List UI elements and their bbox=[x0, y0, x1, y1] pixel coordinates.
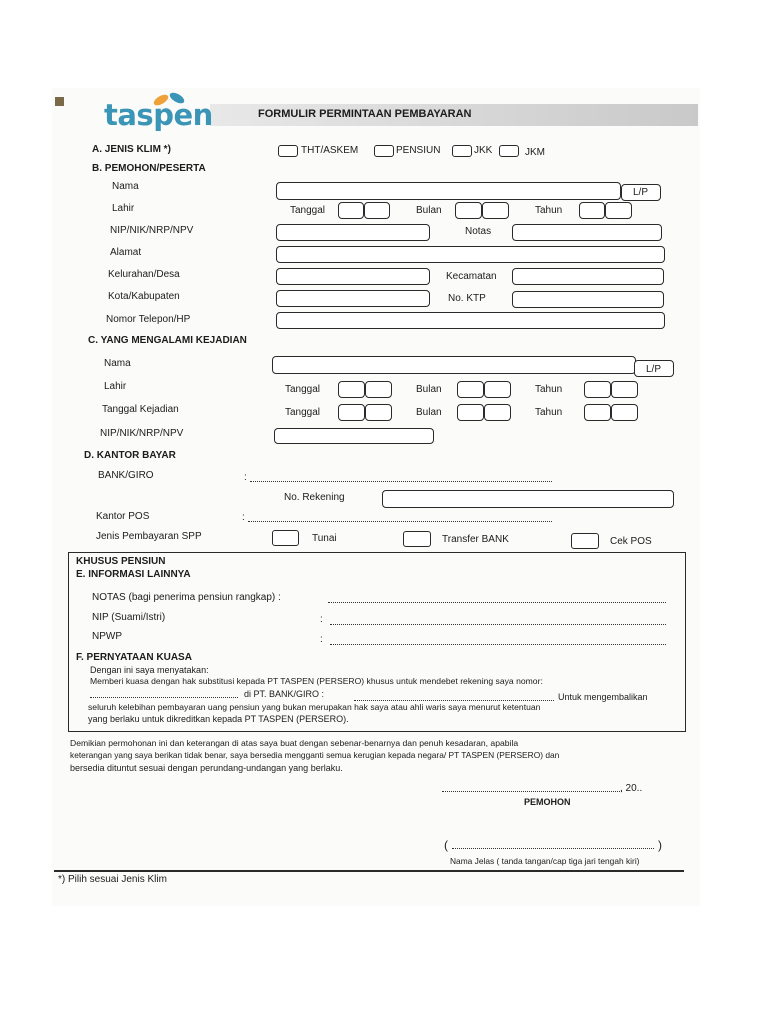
section-a-label: A. JENIS KLIM *) bbox=[92, 144, 171, 155]
label-telepon: Nomor Telepon/HP bbox=[106, 314, 191, 325]
f-line2b: Untuk mengembalikan bbox=[558, 692, 648, 702]
label-tahun-c: Tahun bbox=[535, 384, 563, 395]
pos-colon: : bbox=[242, 512, 245, 523]
ktp-field[interactable] bbox=[512, 291, 664, 308]
option-pensiun: PENSIUN bbox=[396, 145, 441, 156]
f-rekening-line[interactable] bbox=[90, 697, 238, 698]
label-notas: Notas bbox=[465, 226, 492, 237]
label-kota: Kota/Kabupaten bbox=[108, 291, 180, 302]
label-tanggal: Tanggal bbox=[290, 205, 326, 216]
tanggal-lahir-c-2[interactable] bbox=[365, 381, 392, 398]
f-line4: yang berlaku untuk dikreditkan kepada PT TASPEN (PERSERO). bbox=[88, 714, 349, 724]
label-bulan: Bulan bbox=[416, 205, 442, 216]
bulan-kejadian-2[interactable] bbox=[484, 404, 511, 421]
lp-label: L/P bbox=[633, 187, 649, 198]
kantor-pos-line[interactable] bbox=[248, 521, 552, 522]
label-bank: BANK/GIRO bbox=[98, 470, 154, 481]
notas-field[interactable] bbox=[512, 224, 662, 241]
tanggal-kejadian-1[interactable] bbox=[338, 404, 365, 421]
option-transfer-bank: Transfer BANK bbox=[442, 534, 509, 545]
open-paren: ( bbox=[444, 838, 448, 852]
checkbox-pensiun[interactable] bbox=[374, 145, 394, 157]
label-nama: Nama bbox=[112, 181, 139, 192]
tahun-lahir-1[interactable] bbox=[579, 202, 605, 219]
label-nip-c: NIP/NIK/NRP/NPV bbox=[100, 428, 184, 439]
kecamatan-field[interactable] bbox=[512, 268, 664, 285]
label-kelurahan: Kelurahan/Desa bbox=[108, 269, 180, 280]
checkbox-jkm[interactable] bbox=[499, 145, 519, 157]
label-kecamatan: Kecamatan bbox=[446, 271, 497, 282]
nip-c-field[interactable] bbox=[274, 428, 434, 444]
corner-mark bbox=[55, 97, 64, 106]
declaration-line3: bersedia dituntut sesuai dengan perundang-undangan yang berlaku. bbox=[70, 763, 343, 773]
tanggal-lahir-day-1[interactable] bbox=[338, 202, 364, 219]
label-nip-suami: NIP (Suami/Istri) bbox=[92, 612, 166, 623]
tanggal-kejadian-2[interactable] bbox=[365, 404, 392, 421]
section-c-label: C. YANG MENGALAMI KEJADIAN bbox=[88, 335, 247, 346]
declaration-line1: Demikian permohonan ini dan keterangan di atas saya buat dengan sebenar-benarnya dan penuh kesadaran, apabila bbox=[70, 738, 519, 748]
checkbox-tunai[interactable] bbox=[272, 530, 299, 546]
label-tanggal-kejadian: Tanggal Kejadian bbox=[102, 404, 179, 415]
tahun-lahir-2[interactable] bbox=[605, 202, 632, 219]
nip-field[interactable] bbox=[276, 224, 430, 241]
option-tht-askem: THT/ASKEM bbox=[301, 145, 359, 156]
option-tunai: Tunai bbox=[312, 533, 337, 544]
f-line1: Memberi kuasa dengan hak substitusi kepada PT TASPEN (PERSERO) khusus untuk mendebet rekening saya nomor: bbox=[90, 676, 543, 686]
section-f-label: F. PERNYATAAN KUASA bbox=[76, 652, 192, 663]
checkbox-transfer-bank[interactable] bbox=[403, 531, 431, 547]
f-line3: seluruh kelebihan pembayaran uang pensiun yang bukan merupakan hak saya atau ahli waris saya menurut ketentuan bbox=[88, 702, 541, 712]
date-suffix: , 20.. bbox=[620, 783, 643, 794]
date-line[interactable] bbox=[442, 791, 622, 792]
option-cek-pos: Cek POS bbox=[610, 536, 652, 547]
label-rekening: No. Rekening bbox=[284, 492, 345, 503]
label-tahun: Tahun bbox=[535, 205, 563, 216]
tahun-kejadian-2[interactable] bbox=[611, 404, 638, 421]
option-jkk: JKK bbox=[474, 145, 493, 156]
signature-note: Nama Jelas ( tanda tangan/cap tiga jari tengah kiri) bbox=[450, 856, 640, 866]
label-notas-rangkap: NOTAS (bagi penerima pensiun rangkap) : bbox=[92, 592, 281, 603]
checkbox-cek-pos[interactable] bbox=[571, 533, 599, 549]
label-tanggal-c: Tanggal bbox=[285, 384, 321, 395]
f-bank-line[interactable] bbox=[354, 700, 554, 701]
kota-field[interactable] bbox=[276, 290, 430, 307]
telepon-field[interactable] bbox=[276, 312, 665, 329]
kelurahan-field[interactable] bbox=[276, 268, 430, 285]
nip-suami-colon: : bbox=[320, 614, 323, 625]
label-bulan-c: Bulan bbox=[416, 384, 442, 395]
label-kantor-pos: Kantor POS bbox=[96, 511, 150, 522]
bulan-lahir-1[interactable] bbox=[455, 202, 482, 219]
npwp-line[interactable] bbox=[330, 644, 666, 645]
bulan-kejadian-1[interactable] bbox=[457, 404, 484, 421]
taspen-logo bbox=[104, 90, 214, 130]
logo-text: taspen bbox=[104, 98, 213, 132]
bulan-lahir-2[interactable] bbox=[482, 202, 509, 219]
tahun-kejadian-1[interactable] bbox=[584, 404, 611, 421]
signature-name-line[interactable] bbox=[452, 848, 654, 849]
close-paren: ) bbox=[658, 838, 662, 852]
label-tahun-c2: Tahun bbox=[535, 407, 563, 418]
bank-colon: : bbox=[244, 472, 247, 483]
section-d-label: D. KANTOR BAYAR bbox=[84, 450, 176, 461]
label-npwp: NPWP bbox=[92, 631, 122, 642]
nama-c-field[interactable] bbox=[272, 356, 636, 374]
khusus-title: KHUSUS PENSIUN bbox=[76, 556, 166, 567]
rekening-field[interactable] bbox=[382, 490, 674, 508]
label-nip: NIP/NIK/NRP/NPV bbox=[110, 225, 194, 236]
label-nama-c: Nama bbox=[104, 358, 131, 369]
nama-field[interactable] bbox=[276, 182, 621, 200]
alamat-field[interactable] bbox=[276, 246, 665, 263]
label-bulan-c2: Bulan bbox=[416, 407, 442, 418]
label-tanggal-c2: Tanggal bbox=[285, 407, 321, 418]
page-title: FORMULIR PERMINTAAN PEMBAYARAN bbox=[258, 108, 472, 120]
tanggal-lahir-c-1[interactable] bbox=[338, 381, 365, 398]
label-lahir: Lahir bbox=[112, 203, 135, 214]
checkbox-jkk[interactable] bbox=[452, 145, 472, 157]
notas-rangkap-line[interactable] bbox=[328, 602, 666, 603]
section-e-label: E. INFORMASI LAINNYA bbox=[76, 569, 191, 580]
pemohon-label: PEMOHON bbox=[524, 797, 571, 807]
bulan-lahir-c-1[interactable] bbox=[457, 381, 484, 398]
npwp-colon: : bbox=[320, 634, 323, 645]
footer-rule bbox=[54, 870, 684, 872]
nip-suami-line[interactable] bbox=[330, 624, 666, 625]
label-jenis-pembayaran: Jenis Pembayaran SPP bbox=[96, 531, 202, 542]
declaration-line2: keterangan yang saya berikan tidak benar, saya bersedia mengganti semua kerugian kepada negara/ PT TASPEN (PERSERO) dan bbox=[70, 750, 560, 760]
label-lahir-c: Lahir bbox=[104, 381, 127, 392]
label-ktp: No. KTP bbox=[448, 293, 486, 304]
tanggal-lahir-day-2[interactable] bbox=[364, 202, 390, 219]
lp-c-label: L/P bbox=[646, 364, 662, 375]
footnote: *) Pilih sesuai Jenis Klim bbox=[58, 874, 167, 885]
section-b-label: B. PEMOHON/PESERTA bbox=[92, 163, 206, 174]
tahun-lahir-c-2[interactable] bbox=[611, 381, 638, 398]
f-intro: Dengan ini saya menyatakan: bbox=[90, 665, 209, 675]
f-line2a: di PT. BANK/GIRO : bbox=[244, 689, 325, 699]
label-alamat: Alamat bbox=[110, 247, 142, 258]
bulan-lahir-c-2[interactable] bbox=[484, 381, 511, 398]
tahun-lahir-c-1[interactable] bbox=[584, 381, 611, 398]
checkbox-tht-askem[interactable] bbox=[278, 145, 298, 157]
option-jkm: JKM bbox=[525, 147, 545, 158]
bank-giro-line[interactable] bbox=[250, 481, 552, 482]
